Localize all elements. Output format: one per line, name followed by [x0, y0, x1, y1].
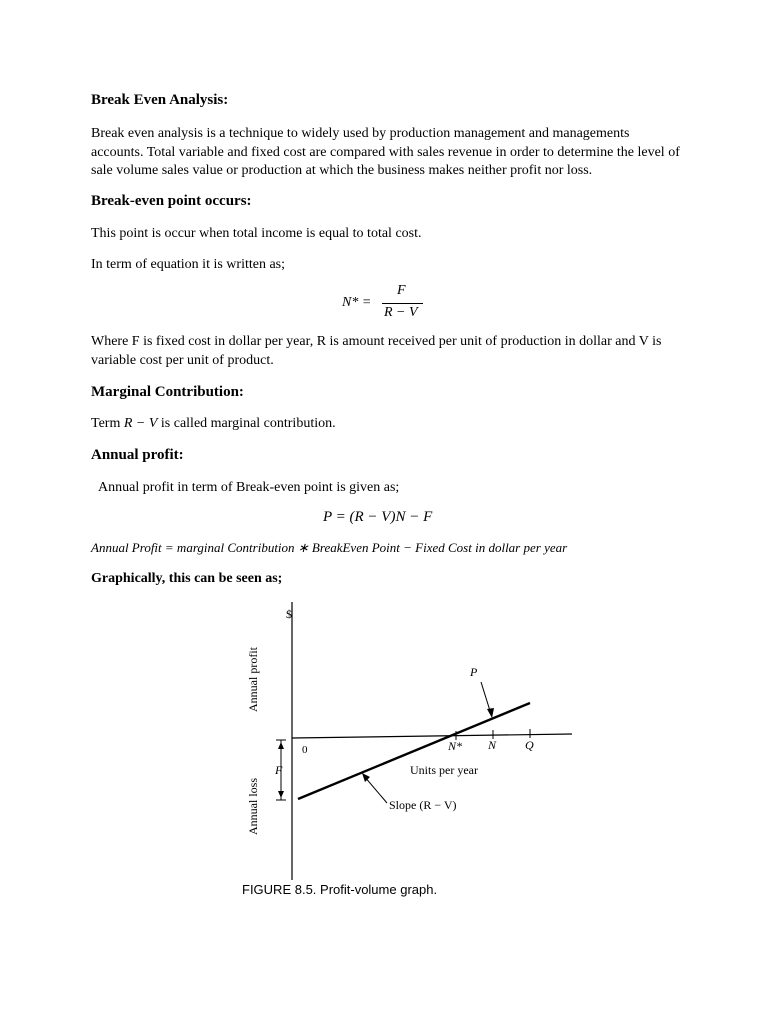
- p-label: P: [470, 665, 478, 679]
- q-label: Q: [525, 738, 534, 752]
- slope-arrow-line: [364, 776, 387, 803]
- equation-lhs: N* =: [342, 295, 372, 310]
- profit-equation: P = (R − V)N − F: [323, 509, 433, 525]
- marginal-text-pre: Term: [91, 416, 124, 431]
- slope-label: Slope (R − V): [389, 798, 457, 812]
- dollar-label: $: [286, 607, 292, 621]
- f-arrow-up: [278, 742, 284, 749]
- marginal-text-post: is called marginal contribution.: [157, 416, 336, 431]
- paragraph-break-even-occurs: This point is occur when total income is equal to total cost.: [91, 226, 422, 241]
- x-axis-label: Units per year: [410, 763, 478, 777]
- heading-break-even-analysis: Break Even Analysis:: [91, 92, 229, 108]
- slope-arrowhead: [362, 773, 370, 782]
- figure-caption: FIGURE 8.5. Profit-volume graph.: [242, 882, 438, 897]
- n-label: N: [488, 738, 497, 752]
- heading-graphically: Graphically, this can be seen as;: [91, 571, 283, 586]
- annual-loss-label: Annual loss: [246, 778, 260, 835]
- marginal-math: R − V: [123, 416, 158, 431]
- p-arrowhead: [487, 708, 494, 718]
- heading-annual-profit: Annual profit:: [91, 447, 184, 463]
- annual-profit-label: Annual profit: [246, 647, 260, 712]
- heading-break-even-point-occurs: Break-even point occurs:: [91, 193, 252, 209]
- paragraph-break-even-analysis: Break even analysis is a technique to widely used by production management and managements accounts. Total variable and fixed cost are compared with sales revenue in order to determine the level of sale volume sales value or production at which the business makes neither profit nor loss.: [91, 126, 680, 178]
- f-label: F: [275, 763, 283, 777]
- paragraph-annual-profit: Annual profit in term of Break-even point is given as;: [98, 480, 400, 495]
- equation-numerator: F: [397, 283, 406, 298]
- f-arrow-down: [278, 791, 284, 798]
- n-star-label: N*: [448, 739, 463, 753]
- paragraph-equation-intro: In term of equation it is written as;: [91, 257, 286, 272]
- heading-marginal-contribution: Marginal Contribution:: [91, 384, 244, 400]
- profit-words-equation: Annual Profit = marginal Contribution ∗ BreakEven Point − Fixed Cost in dollar per year: [91, 540, 568, 555]
- equation-denominator: R − V: [384, 305, 418, 320]
- origin-label: 0: [302, 744, 308, 756]
- paragraph-where: Where F is fixed cost in dollar per year, R is amount received per unit of production in dollar and V is variable cost per unit of product.: [91, 334, 662, 368]
